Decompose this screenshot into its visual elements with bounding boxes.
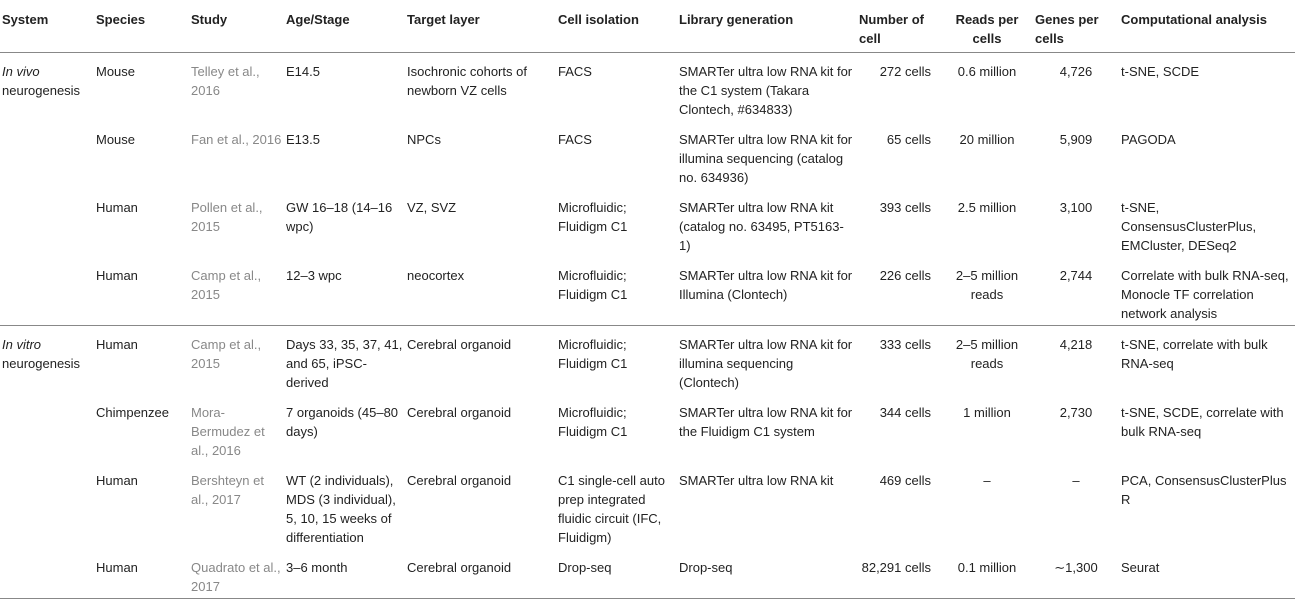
header-age: Age/Stage [286, 12, 350, 27]
cells-cell: 272 cells [879, 64, 931, 79]
header-cells: Number of cell [859, 12, 924, 46]
study-link[interactable]: Quadrato et al., 2017 [191, 560, 281, 594]
isolation-cell: Microfluidic; Fluidigm C1 [558, 337, 628, 371]
reads-cell: 0.6 million [957, 64, 1017, 79]
study-link[interactable]: Camp et al., 2015 [191, 268, 262, 302]
table-row [0, 462, 1295, 549]
age-cell: E14.5 [286, 64, 320, 79]
target-cell: Cerebral organoid [407, 560, 512, 575]
library-cell: SMARTer ultra low RNA kit for Illumina (Clontech) [679, 268, 853, 302]
species-cell: Human [96, 268, 138, 283]
reads-cell: 2.5 million [957, 200, 1017, 215]
age-cell: WT (2 individuals), MDS (3 individual), 5, 10, 15 weeks of differentiation [286, 473, 396, 545]
header-genes: Genes per cells [1035, 12, 1099, 46]
table-row [0, 189, 1295, 257]
library-cell: SMARTer ultra low RNA kit for the Fluidigm C1 system [679, 405, 853, 439]
species-cell: Chimpenzee [96, 405, 169, 420]
system-cell: In vitro neurogenesis [2, 337, 81, 371]
isolation-cell: Microfluidic; Fluidigm C1 [558, 405, 628, 439]
genes-cell: – [1072, 473, 1080, 488]
cells-cell: 82,291 cells [861, 560, 931, 575]
table-row [0, 549, 1295, 599]
library-cell: Drop-seq [679, 560, 733, 575]
header-library: Library generation [679, 12, 794, 27]
header-reads: Reads per cells [955, 12, 1019, 46]
genes-cell: 3,100 [1059, 200, 1093, 215]
study-link[interactable]: Mora-Bermudez et al., 2016 [191, 405, 265, 458]
reads-cell: 2–5 million reads [955, 268, 1019, 302]
header-target: Target layer [407, 12, 480, 27]
species-cell: Human [96, 473, 138, 488]
cells-cell: 226 cells [879, 268, 931, 283]
study-link[interactable]: Telley et al., 2016 [191, 64, 260, 98]
cells-cell: 333 cells [879, 337, 931, 352]
analysis-cell: Correlate with bulk RNA-seq, Monocle TF correlation network analysis [1121, 268, 1289, 321]
species-cell: Mouse [96, 64, 136, 79]
genes-cell: 5,909 [1059, 132, 1093, 147]
isolation-cell: Microfluidic; Fluidigm C1 [558, 268, 628, 302]
target-cell: VZ, SVZ [407, 200, 457, 215]
target-cell: Cerebral organoid [407, 337, 512, 352]
target-cell: Cerebral organoid [407, 473, 512, 488]
isolation-cell: FACS [558, 132, 592, 147]
genes-cell: 2,744 [1059, 268, 1093, 283]
age-cell: 12–3 wpc [286, 268, 342, 283]
cells-cell: 344 cells [879, 405, 931, 420]
analysis-cell: t-SNE, SCDE [1121, 64, 1200, 79]
study-link[interactable]: Camp et al., 2015 [191, 337, 262, 371]
study-link[interactable]: Fan et al., 2016 [191, 132, 282, 147]
target-cell: Cerebral organoid [407, 405, 512, 420]
cells-cell: 65 cells [886, 132, 931, 147]
analysis-cell: t-SNE, correlate with bulk RNA-seq [1121, 337, 1268, 371]
header-isolation: Cell isolation [558, 12, 639, 27]
header-row [0, 0, 1295, 53]
genes-cell: ∼1,300 [1054, 560, 1098, 575]
group-in-vitro [0, 326, 1295, 599]
age-cell: E13.5 [286, 132, 320, 147]
library-cell: SMARTer ultra low RNA kit (catalog no. 63495, PT5163-1) [679, 200, 844, 253]
study-link[interactable]: Pollen et al., 2015 [191, 200, 263, 234]
isolation-cell: Microfluidic; Fluidigm C1 [558, 200, 628, 234]
reads-cell: 20 million [959, 132, 1015, 147]
analysis-cell: PCA, ConsensusClusterPlus R [1121, 473, 1287, 507]
reads-cell: 1 million [963, 405, 1011, 420]
age-cell: Days 33, 35, 37, 41, and 65, iPSC-derived [286, 337, 403, 390]
header-system: System [2, 12, 49, 27]
group-in-vivo [0, 53, 1295, 326]
age-cell: 3–6 month [286, 560, 348, 575]
analysis-cell: t-SNE, ConsensusClusterPlus, EMCluster, DESeq2 [1121, 200, 1257, 253]
reads-cell: 2–5 million reads [955, 337, 1019, 371]
species-cell: Human [96, 200, 138, 215]
target-cell: neocortex [407, 268, 465, 283]
isolation-cell: FACS [558, 64, 592, 79]
table-row [0, 326, 1295, 395]
table-row [0, 257, 1295, 326]
reads-cell: 0.1 million [957, 560, 1017, 575]
cells-cell: 469 cells [879, 473, 931, 488]
isolation-cell: Drop-seq [558, 560, 612, 575]
cells-cell: 393 cells [879, 200, 931, 215]
target-cell: NPCs [407, 132, 441, 147]
species-cell: Human [96, 337, 138, 352]
analysis-cell: PAGODA [1121, 132, 1176, 147]
species-cell: Mouse [96, 132, 136, 147]
genes-cell: 4,726 [1059, 64, 1093, 79]
analysis-cell: Seurat [1121, 560, 1160, 575]
analysis-cell: t-SNE, SCDE, correlate with bulk RNA-seq [1121, 405, 1284, 439]
reads-cell: – [983, 473, 991, 488]
age-cell: 7 organoids (45–80 days) [286, 405, 399, 439]
header-species: Species [96, 12, 146, 27]
system-cell: In vivo neurogenesis [2, 64, 81, 98]
library-cell: SMARTer ultra low RNA kit [679, 473, 834, 488]
study-link[interactable]: Bershteyn et al., 2017 [191, 473, 264, 507]
isolation-cell: C1 single-cell auto prep integrated fluidic circuit (IFC, Fluidigm) [558, 473, 665, 545]
library-cell: SMARTer ultra low RNA kit for illumina sequencing (Clontech) [679, 337, 853, 390]
table-row [0, 121, 1295, 189]
library-cell: SMARTer ultra low RNA kit for illumina sequencing (catalog no. 634936) [679, 132, 853, 185]
table-row [0, 394, 1295, 462]
species-cell: Human [96, 560, 138, 575]
header-analysis: Computational analysis [1121, 12, 1267, 27]
genes-cell: 4,218 [1059, 337, 1093, 352]
genes-cell: 2,730 [1059, 405, 1093, 420]
table-row [0, 53, 1295, 122]
target-cell: Isochronic cohorts of newborn VZ cells [407, 64, 527, 98]
library-cell: SMARTer ultra low RNA kit for the C1 system (Takara Clontech, #634833) [679, 64, 853, 117]
header-study: Study [191, 12, 228, 27]
age-cell: GW 16–18 (14–16 wpc) [286, 200, 393, 234]
